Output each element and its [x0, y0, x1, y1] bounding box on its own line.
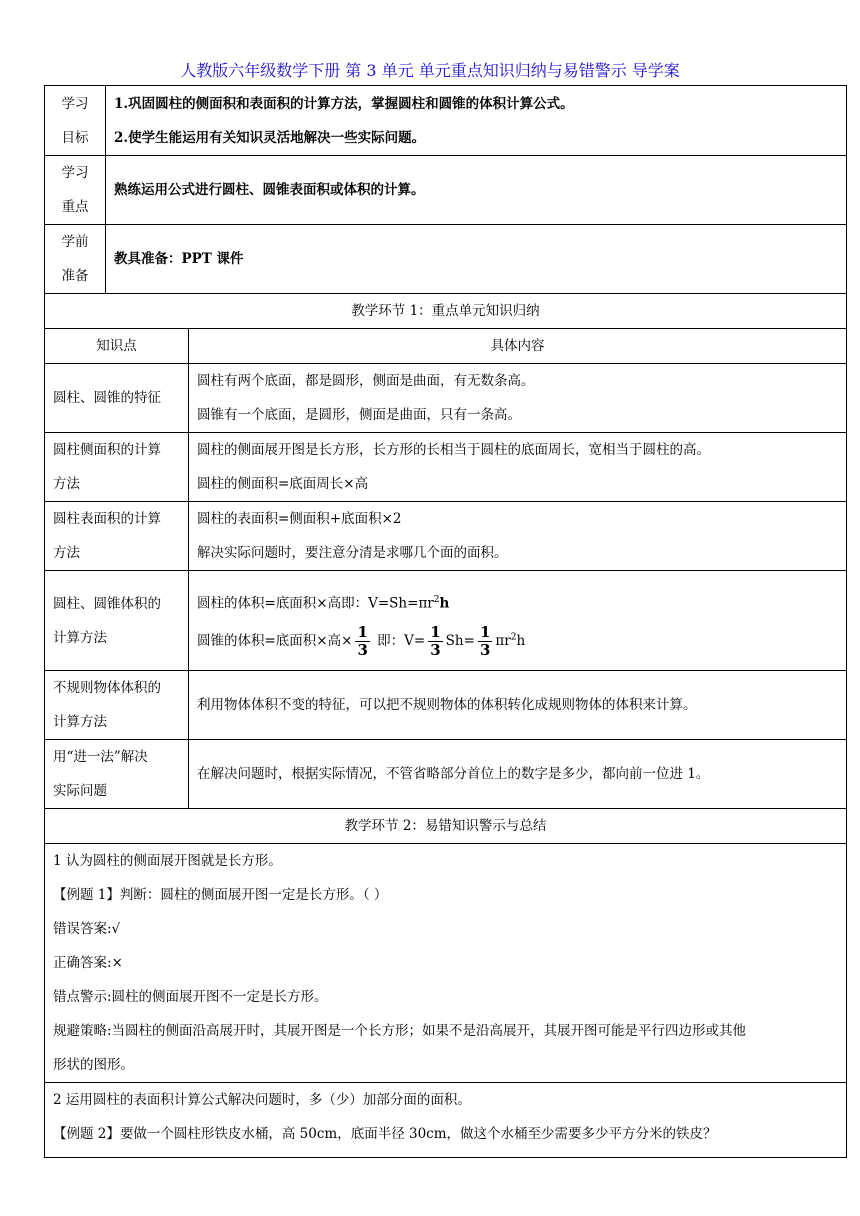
label-line: 圆柱侧面积的计算: [53, 442, 161, 458]
label-line: 学习: [61, 165, 89, 181]
objective-line: 1.巩固圆柱的侧面积和表面积的计算方法，掌握圆柱和圆锥的体积计算公式。: [114, 95, 574, 112]
error-line: 【例题 1】判断：圆柱的侧面展开图一定是长方形。（ ）: [53, 887, 388, 903]
knowledge-row: [45, 740, 847, 809]
label-line: 学前: [61, 234, 89, 250]
content-line: 圆柱的侧面积=底面周长×高: [197, 476, 369, 492]
topic-content: [189, 571, 847, 671]
error-line: 错点警示:圆柱的侧面展开图不一定是长方形。: [53, 989, 328, 1005]
section-2-row: [45, 809, 847, 844]
fraction: [355, 625, 369, 658]
formula-exponent: 2: [510, 632, 517, 643]
content-line: 圆柱有两个底面，都是圆形，侧面是曲面，有无数条高。: [197, 373, 535, 389]
section-2-heading: 教学环节 2：易错知识警示与总结: [45, 809, 847, 844]
label-line: 圆柱表面积的计算: [53, 511, 161, 527]
objectives-content: [106, 86, 847, 156]
column-header-row: [45, 329, 847, 364]
label-objectives: [45, 86, 106, 156]
page-title: 人教版六年级数学下册 第 3 单元 单元重点知识归纳与易错警示 导学案: [180, 61, 680, 80]
error-line: 形状的图形。: [53, 1057, 134, 1073]
col-header-topic: 知识点: [45, 329, 189, 364]
prep-content: 教具准备：PPT 课件: [106, 225, 847, 294]
knowledge-row: [45, 433, 847, 502]
formula-text: 圆锥的体积=底面积×高×: [197, 633, 353, 649]
fraction-numerator: 1: [430, 623, 441, 641]
content-line: 解决实际问题时，要注意分清是求哪几个面的面积。: [197, 545, 508, 561]
error-line: 【例题 2】要做一个圆柱形铁皮水桶，高 50cm，底面半径 30cm，做这个水桶至少需要多少平方分米的铁皮？: [53, 1126, 717, 1142]
knowledge-row-volume: [45, 571, 847, 671]
label-prep: [45, 225, 106, 294]
topic-label: [45, 671, 189, 740]
label-line: 计算方法: [53, 714, 107, 730]
knowledge-row: [45, 502, 847, 571]
formula-text: Sh=: [445, 633, 475, 649]
formula-text: 圆柱的体积=底面积×高即：V=Sh=πr: [197, 595, 434, 612]
objective-line: 2.使学生能运用有关知识灵活地解决一些实际问题。: [114, 129, 426, 146]
topic-label: [45, 571, 189, 671]
error-line: 规避策略:当圆柱的侧面沿高展开时，其展开图是一个长方形；如果不是沿高展开，其展开图可能是平行四边形或其他: [53, 1023, 747, 1039]
fraction-denominator: 3: [430, 641, 441, 659]
errors-row: [45, 844, 847, 1158]
row-prep: [45, 225, 847, 294]
fraction: [428, 625, 442, 658]
label-line: 用“进一法”解决: [53, 749, 148, 765]
content-line: 圆锥有一个底面，是圆形，侧面是曲面，只有一条高。: [197, 407, 521, 423]
fraction-numerator: 1: [479, 623, 491, 641]
formula-text: πr: [495, 633, 511, 649]
topic-content: [189, 502, 847, 571]
formula-text: h: [439, 595, 450, 612]
knowledge-row: [45, 364, 847, 433]
content-line: 圆柱的侧面展开图是长方形，长方形的长相当于圆柱的底面周长，宽相当于圆柱的高。: [197, 442, 710, 458]
fraction-denominator: 3: [479, 641, 491, 659]
label-line: 学习: [61, 95, 89, 112]
topic-label: [45, 502, 189, 571]
error-line: 1 认为圆柱的侧面展开图就是长方形。: [53, 853, 282, 869]
topic-label: [45, 740, 189, 809]
label-line: 圆柱、圆锥体积的: [53, 595, 161, 612]
fraction-denominator: 3: [357, 641, 368, 659]
formula-text: h: [516, 633, 526, 649]
lesson-table: [44, 85, 847, 1158]
error-line: 错误答案:√: [53, 921, 121, 937]
col-header-content: 具体内容: [189, 329, 847, 364]
label-line: 重点: [61, 199, 89, 215]
formula-text: 即：V=: [372, 633, 426, 649]
error-line: 2 运用圆柱的表面积计算公式解决问题时，多（少）加部分面的面积。: [45, 1082, 846, 1117]
formula-exponent: 2: [433, 595, 440, 605]
knowledge-row: [45, 671, 847, 740]
focus-content: 熟练运用公式进行圆柱、圆锥表面积或体积的计算。: [106, 156, 847, 225]
fraction-numerator: 1: [357, 623, 368, 641]
label-line: 准备: [61, 268, 89, 284]
topic-content: 在解决问题时，根据实际情况，不管省略部分首位上的数字是多少，都向前一位进 1。: [189, 740, 847, 809]
content-line: 圆柱的表面积=侧面积+底面积×2: [197, 511, 402, 527]
label-line: 方法: [53, 476, 80, 492]
topic-content: [189, 364, 847, 433]
topic-content: [189, 433, 847, 502]
topic-label: [45, 433, 189, 502]
label-line: 不规则物体体积的: [53, 680, 161, 696]
section-1-row: [45, 294, 847, 329]
label-focus: [45, 156, 106, 225]
row-objectives: [45, 86, 847, 156]
error-line: 正确答案:×: [53, 955, 123, 971]
label-line: 计算方法: [53, 629, 107, 646]
cylinder-volume-formula: [197, 583, 838, 617]
section-1-heading: 教学环节 1：重点单元知识归纳: [45, 294, 847, 329]
row-focus: [45, 156, 847, 225]
topic-label: 圆柱、圆锥的特征: [45, 364, 189, 433]
fraction: [478, 625, 492, 658]
topic-content: 利用物体体积不变的特征，可以把不规则物体的体积转化成规则物体的体积来计算。: [189, 671, 847, 740]
label-line: 目标: [61, 129, 89, 146]
label-line: 实际问题: [53, 783, 107, 799]
cone-volume-formula: [197, 625, 838, 658]
errors-content: [45, 844, 847, 1158]
label-line: 方法: [53, 545, 80, 561]
